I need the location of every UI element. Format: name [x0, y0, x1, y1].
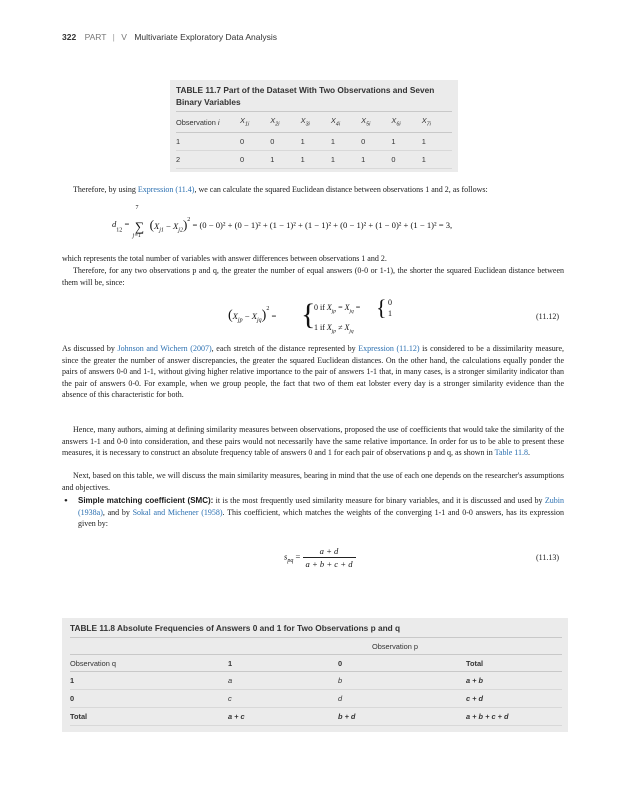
text-run: , we can calculate the squared Euclidean distance between observations 1 and 2, as follows: — [194, 185, 488, 194]
text-run: is considered to be a dissimilarity measure, since the greater the number of answer discrepancies, the greater the squared Euclidean distances. On the other hand, the calculations equally ponder the pairs of answers 0-0 and 1-1, without giving higher relative importance to the pair of answers 1-1 that, in many cases, is a stronger similarity indicator than the pair of answers 0-0. For example, when we group people, the fact that two of them eat lobster every day is a stronger similarity evidence than the absence of this characteristic for both. — [62, 344, 564, 400]
johnson-wichern-link[interactable]: Johnson and Wichern (2007) — [117, 344, 212, 353]
table-cell: c + d — [466, 690, 562, 708]
table-row — [176, 133, 452, 151]
text-run: Hence, many authors, aiming at defining similarity measures between observations, proposed the use of coefficients that would take the similarity of the answers 1-1 and 0-0 into consideration, and these pairs would not necessarily have the same relative importance. In order for us to be able to present these measures, it is necessary to construct an absolute frequency table of answers 0 and 1 for each pair of observations p and q, as shown in — [62, 425, 564, 458]
table-row — [70, 672, 562, 690]
text-run: Next, based on this table, we will discuss the main similarity measures, bearing in mind that the use of each one depends on the researcher's assumptions and objectives. — [62, 471, 564, 492]
smc-title: Simple matching coefficient (SMC): — [78, 496, 214, 505]
bullet-dot: • — [64, 495, 68, 507]
chapter-title: Multivariate Exploratory Data Analysis — [134, 32, 277, 42]
blank-corner — [70, 638, 228, 655]
col-header-x4: $X_{4i}$ — [331, 112, 361, 133]
paragraph-1 — [62, 184, 564, 196]
table-cell: 1 — [422, 133, 452, 151]
paragraph-4 — [62, 343, 564, 401]
table-11-8 — [62, 618, 568, 732]
equation-11-13-number: (11.13) — [536, 553, 560, 562]
col-header-x6: $X_{6i}$ — [391, 112, 421, 133]
table-cell: 1 — [70, 672, 228, 690]
table-cell: 0 — [270, 133, 300, 151]
paragraph-5 — [62, 424, 564, 459]
part-label: PART — [84, 32, 107, 42]
table-row — [70, 708, 562, 726]
col-header-x5: $X_{5i}$ — [361, 112, 391, 133]
col-header-x2: $X_{2i}$ — [270, 112, 300, 133]
table-row — [176, 151, 452, 169]
table-cell: 0 — [70, 690, 228, 708]
text-run: Therefore, by using — [73, 185, 138, 194]
col-header-x7: $X_{7i}$ — [422, 112, 452, 133]
bullet-smc — [78, 495, 564, 530]
table-11-8-link[interactable]: Table 11.8 — [494, 448, 528, 458]
row-header-observation-q: Observation q — [70, 655, 228, 672]
table-cell: 0 — [361, 133, 391, 151]
running-header — [62, 32, 277, 42]
fraction-denominator: a + b + c + d — [305, 559, 353, 569]
col-header-x3: $X_{3i}$ — [301, 112, 331, 133]
table-cell: 0 — [240, 133, 270, 151]
text-run: . — [527, 448, 530, 458]
col-header-0: 0 — [338, 655, 466, 672]
smc-fraction — [303, 546, 356, 569]
table-row — [70, 690, 562, 708]
header-separator: | — [112, 32, 115, 42]
equation-11-12-number: (11.12) — [536, 312, 560, 321]
part-numeral: V — [121, 32, 127, 42]
paragraph-6 — [62, 470, 564, 493]
equation-d12-expansion: = (0 − 0)² + (0 − 1)² + (1 − 1)² + (1 − 1)² + (0 − 1)² + (1 − 0)² + (1 − 1)² = 3, — [192, 220, 453, 230]
text-run: it is the most frequently used similarity measure for binary variables, and it is discussed and used by — [213, 496, 545, 505]
table-cell: 1 — [331, 151, 361, 169]
table-cell: a — [228, 672, 338, 690]
text-run: , each stretch of the distance represented by — [211, 344, 359, 353]
paragraph-3 — [62, 265, 564, 288]
col-header-total: Total — [466, 655, 562, 672]
equation-d12: $d_{12}$ = 7 ∑ j=1 $(X_{j1} - X_{j2})^2 = (0 - 0)^2 + (0 - 1)^2 + (1 - 1)^2 + (1 - 1)^2 + (0 - 1)^2 + (1 - 0)^2 + (1 - 1)^2 = 3$, — [112, 205, 453, 240]
table-11-7-grid — [176, 111, 452, 169]
table-cell: 1 — [391, 133, 421, 151]
table-cell: 1 — [422, 151, 452, 169]
table-cell: c — [228, 690, 338, 708]
table-cell: d — [338, 690, 466, 708]
table-cell: 1 — [270, 151, 300, 169]
table-11-8-title: TABLE 11.8 Absolute Frequencies of Answers 0 and 1 for Two Observations p and q — [70, 623, 401, 633]
group-header-text: Observation p — [371, 641, 418, 651]
table-11-7-title: TABLE 11.7 Part of the Dataset With Two Observations and Seven Binary Variables — [176, 85, 435, 107]
table-cell: a + b — [466, 672, 562, 690]
table-cell: 0 — [240, 151, 270, 169]
table-cell: 1 — [301, 133, 331, 151]
table-cell: b + d — [338, 708, 466, 726]
col-header-observation: Observation i — [176, 112, 240, 133]
table-cell: 1 — [301, 151, 331, 169]
table-cell: a + b + c + d — [466, 708, 562, 726]
table-cell: Total — [70, 708, 228, 726]
text-run: . This coefficient, which matches the weights of the converging 1-1 and 0-0 answers, has its expression given by: — [78, 507, 564, 529]
equation-11-13: $s_{pq}$ = $\frac{a + d}{a + b + c + d}$ — [284, 546, 356, 569]
fraction-numerator: a + d — [303, 546, 356, 558]
sokal-michener-link[interactable]: Sokal and Michener (1958) — [132, 507, 223, 517]
table-cell: 1 — [361, 151, 391, 169]
table-cell: 1 — [331, 133, 361, 151]
expression-11-4-link[interactable]: Expression (11.4) — [137, 185, 195, 194]
paragraph-2: which represents the total number of variables with answer differences between observations 1 and 2. — [62, 254, 387, 263]
text-run: , and by — [102, 507, 133, 517]
col-header-x1: $X_{1i}$ — [240, 112, 270, 133]
table-11-7 — [170, 80, 458, 172]
text-run: Therefore, for any two observations p and q, the greater the number of equal answers (0-0 or 1-1), the shorter the squared Euclidean distance between them will be, since: — [62, 266, 564, 287]
table-cell: 1 — [176, 133, 240, 151]
table-cell: a + c — [228, 708, 338, 726]
table-cell: 0 — [391, 151, 421, 169]
text-run: As discussed by — [62, 344, 118, 353]
group-header-observation-p — [228, 638, 562, 655]
expression-11-12-link[interactable]: Expression (11.12) — [358, 344, 420, 353]
table-cell: b — [338, 672, 466, 690]
col-header-1: 1 — [228, 655, 338, 672]
table-11-8-grid — [70, 637, 562, 726]
page-number: 322 — [62, 32, 77, 42]
table-cell: 2 — [176, 151, 240, 169]
zubin-link[interactable]: Zubin (1938a) — [78, 496, 565, 517]
